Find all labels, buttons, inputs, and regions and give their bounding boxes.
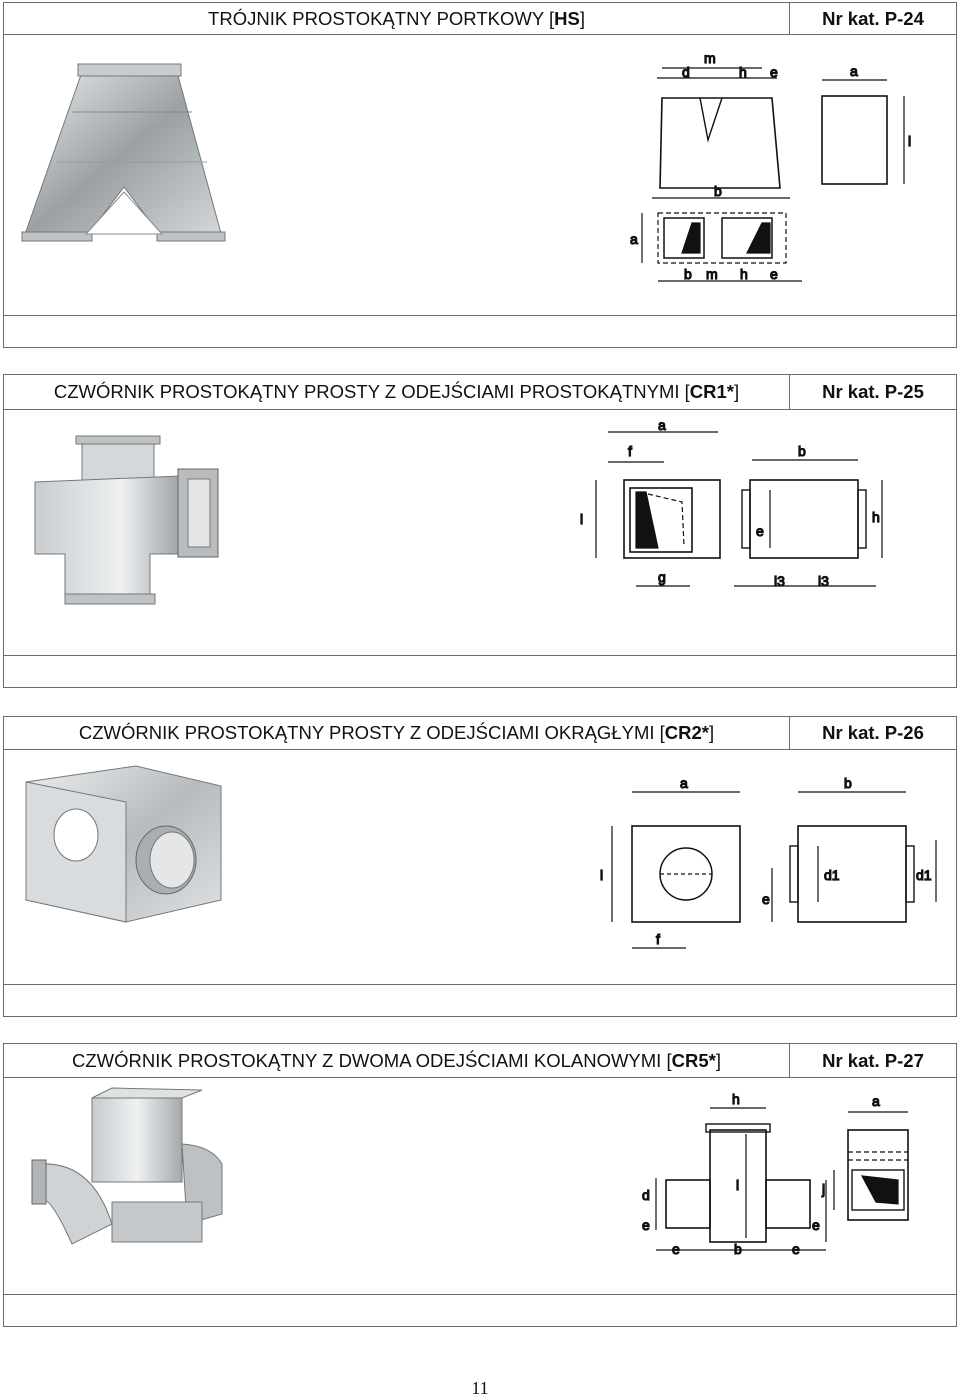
section-4-note-row — [3, 1294, 957, 1327]
label-d: d — [642, 1187, 650, 1203]
section-4-catalog-number: Nr kat. P-27 — [789, 1043, 957, 1078]
label-e: e — [756, 523, 764, 539]
label-e-left: e — [642, 1217, 650, 1233]
label-e-bottom-left: e — [672, 1241, 680, 1257]
page-number: 11 — [471, 1378, 489, 1398]
label-h: h — [739, 64, 747, 80]
label-l: l — [736, 1177, 740, 1193]
label-d1-b: d1 — [916, 867, 932, 883]
label-e-right: e — [812, 1217, 820, 1233]
section-2-title: CZWÓRNIK PROSTOKĄTNY PROSTY Z ODEJŚCIAMI PROSTOKĄTNYMI [ CR1* ] — [3, 374, 790, 410]
label-a: a — [658, 418, 666, 433]
label-d: d — [682, 64, 690, 80]
label-l3-a: l3 — [774, 573, 785, 589]
label-l: l — [600, 867, 604, 883]
label-l: l — [908, 133, 912, 149]
label-j: j — [822, 1181, 826, 1197]
section-2-product-photo — [10, 414, 228, 626]
label-g: g — [658, 569, 666, 585]
section-1-title: TRÓJNIK PROSTOKĄTNY PORTKOWY [ HS ] — [3, 2, 790, 35]
label-b: b — [734, 1241, 742, 1257]
label-l: l — [580, 511, 584, 527]
section-1-product-photo — [12, 52, 232, 252]
label-h: h — [872, 509, 880, 525]
section-3-technical-drawing — [590, 768, 946, 958]
label-e-bottom-right: e — [792, 1241, 800, 1257]
section-2-technical-drawing — [566, 418, 906, 598]
section-3-product-photo — [16, 760, 228, 928]
section-3-catalog-number: Nr kat. P-26 — [789, 716, 957, 750]
label-h: h — [732, 1091, 740, 1107]
label-a: a — [850, 63, 858, 79]
label-e: e — [770, 64, 778, 80]
label-a-plan: a — [630, 231, 638, 247]
label-l3-b: l3 — [818, 573, 829, 589]
label-a: a — [680, 775, 688, 791]
section-4-title: CZWÓRNIK PROSTOKĄTNY Z DWOMA ODEJŚCIAMI KOLANOWYMI [ CR5* ] — [3, 1043, 790, 1078]
section-3-title: CZWÓRNIK PROSTOKĄTNY PROSTY Z ODEJŚCIAMI OKRĄGŁYMI [ CR2* ] — [3, 716, 790, 750]
section-2-catalog-number: Nr kat. P-25 — [789, 374, 957, 410]
label-f: f — [656, 931, 660, 947]
label-e-plan: e — [770, 266, 778, 282]
label-b: b — [844, 775, 852, 791]
label-m-plan: m — [706, 266, 718, 282]
section-4-technical-drawing — [636, 1090, 936, 1270]
label-b: b — [714, 183, 722, 199]
section-1-catalog-number: Nr kat. P-24 — [789, 2, 957, 35]
label-f: f — [628, 443, 632, 459]
label-b: b — [798, 443, 806, 459]
section-1-technical-drawing — [612, 48, 952, 293]
section-2-note-row — [3, 655, 957, 688]
label-h-plan: h — [740, 266, 748, 282]
label-m: m — [704, 50, 716, 66]
label-b-plan: b — [684, 266, 692, 282]
label-e: e — [762, 891, 770, 907]
label-a: a — [872, 1093, 880, 1109]
section-1-note-row — [3, 315, 957, 348]
section-3-note-row — [3, 984, 957, 1017]
section-4-product-photo — [12, 1084, 240, 1266]
label-d1-a: d1 — [824, 867, 840, 883]
